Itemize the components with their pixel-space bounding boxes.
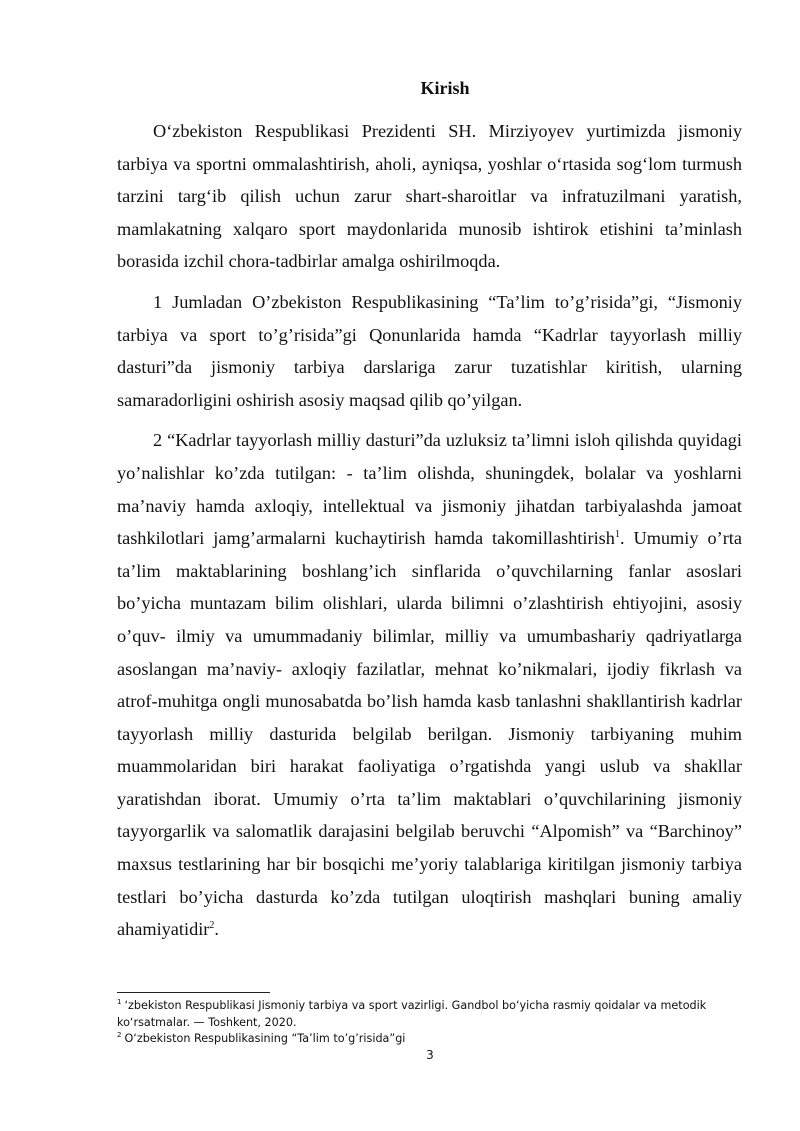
footnotes [117, 998, 717, 1048]
footnote-mark: 1 [117, 998, 122, 1007]
paragraph-1: O‘zbekiston Respublikasi Prezidenti SH. Mirziyoyev yurtimizda jismoniy tarbiya va sportni ommalashtirish, aholi, ayniqsa, yoshlar o‘rtasida sog‘lom turmush tarzini targ‘ib qilish uchun zarur shart-sharoitlar va infratuzilmani yaratish, mamlakatning xalqaro sport maydonlarida munosib ishtirok etishini ta’minlash borasida izchil chora-tadbirlar amalga oshirilmoqda. [117, 121, 742, 272]
page-number: 3 [426, 1048, 434, 1062]
footnote-2 [117, 1031, 717, 1048]
footnote-ref-1[interactable]: 1 [614, 529, 620, 541]
section-title: Kirish [420, 78, 470, 98]
paragraph-2: 1 Jumladan O’zbekiston Respublikasining “Ta’lim to’g’risida”gi, “Jismoniy tarbiya va sport to’g’risida”gi Qonunlarida hamda “Kadrlar tayyorlash milliy dasturi”da jismoniy tarbiya darslariga zarur tuzatishlar kiritish, ularning samaradorligini oshirish asosiy maqsad qilib qo’yilgan. [117, 291, 742, 410]
footnote-divider [117, 992, 270, 993]
paragraph-3: 2 “Kadrlar tayyorlash milliy dasturi”da uzluksiz ta’limni isloh qilishda quyidagi yo’nalishlar ko’zda tutilgan: - ta’lim olishda, shuningdek, bolalar va yoshlarni ma’naviy hamda axloqiy, intellektual va jismoniy jihatdan tarbiyalashda jamoat tashkilotlari jamg’armalarni kuchaytirish hamda takomillashtirish$^1$. Umumiy o’rta ta’lim maktablarining boshlang’ich sinflarida o’quvchilarning fanlar asoslari bo’yicha muntazam bilim olishlari, ularda bilimni o’zlashtirish ehtiyojini, asosiy o’quv- ilmiy va umummadaniy bilimlar, milliy va umumbashariy qadriyatlarga asoslangan ma’naviy- axloqiy fazilatlar, mehnat ko’nikmalari, ijodiy fikrlash va atrof-muhitga ongli munosabatda bo’lish hamda kasb tanlashni shakllantirish kadrlar tayyorlash milliy dasturida belgilab berilgan. Jismoniy tarbiyaning muhim muammolaridan biri harakat faoliyatiga o’rgatishda yangi uslub va shakllar yaratishdan iborat. Umumiy o’rta ta’lim maktablari o’quvchilarining jismoniy tayyorgarlik va salomatlik darajasini belgilab beruvchi “Alpomish” va “Barchinoy” maxsus testlarining har bir bosqichi me’yoriy talablariga kiritilgan jismoniy tarbiya testlari bo’yicha dasturda ko’zda tutilgan uloqtirish mashqlari buning amaliy ahamiyatidir$^2$. [117, 430, 742, 940]
footnote-text: O‘zbekiston Respublikasining “Ta’lim to’g’risida”gi [124, 1032, 406, 1045]
footnote-ref-2[interactable]: 2 [209, 920, 215, 932]
body-text [117, 115, 742, 954]
footnote-text: ‘zbekiston Respublikasi Jismoniy tarbiya va sport vazirligi. Gandbol bo‘yicha rasmiy qoidalar va metodik ko‘rsatmalar. — Toshkent, 2020. [117, 999, 707, 1029]
footnote-mark: 2 [117, 1031, 122, 1040]
footnote-1 [117, 998, 717, 1031]
